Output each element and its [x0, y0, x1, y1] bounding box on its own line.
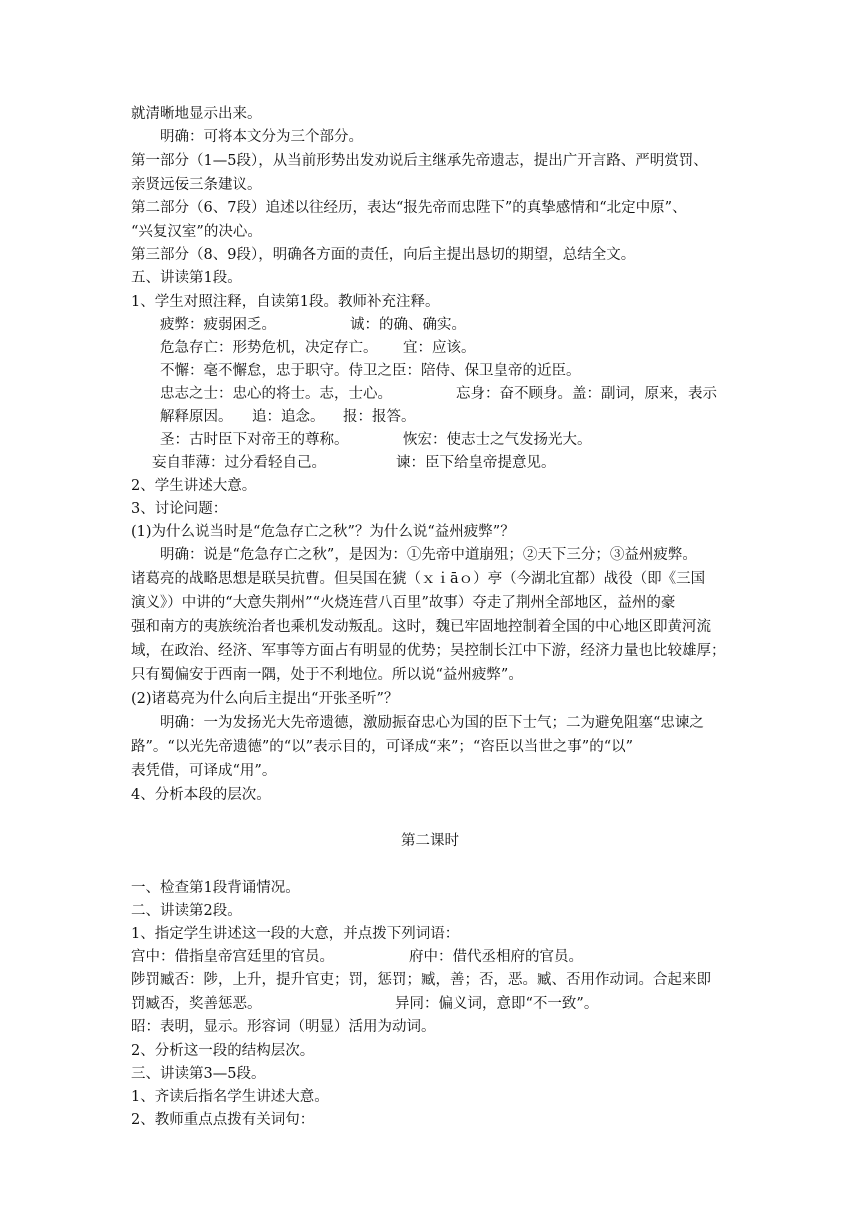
question: (1)为什么说当时是“危急存亡之秋”？为什么说“益州疲弊”？	[131, 524, 515, 540]
annotation: 圣：古时臣下对帝王的尊称。	[160, 432, 349, 448]
text-line: 昭：表明，显示。形容词（明显）活用为动词。	[131, 1019, 436, 1035]
annotation: 诚：的确、确实。	[350, 317, 466, 333]
annotation: 解释原因。	[160, 409, 233, 425]
annotation: 府中：借代丞相府的官员。	[409, 949, 583, 965]
text-line: 强和南方的夷族统治者也乘机发动叛乱。这时，魏已牢固地控制着全国的中心地区即黄河流	[131, 619, 711, 635]
text-line: 路”。“以光先帝遗德”的“以”表示目的，可译成“来”；“咨臣以当世之事”的“以”	[131, 739, 634, 755]
section-heading: 一、检查第1段背诵情况。	[131, 880, 300, 896]
text-line: “兴复汉室”的决心。	[131, 224, 262, 240]
annotation: 疲弊：疲弱困乏。	[160, 317, 276, 333]
annotation: 不懈：毫不懈怠，忠于职守。侍卫之臣：陪侍、保卫皇帝的近臣。	[160, 363, 581, 379]
annotation: 忘身：奋不顾身。盖：副词，原来，表示	[456, 386, 717, 402]
text-line: 诸葛亮的战略思想是联吴抗曹。但吴国在猇（ｘｉāｏ）亭（今湖北宜都）战役（即《三国	[131, 571, 706, 587]
text-line: 第二部分（6、7段）追述以往经历，表达“报先帝而忠陛下”的真挚感情和“北定中原”、	[131, 200, 687, 216]
text-line: 1、齐读后指名学生讲述大意。	[131, 1089, 329, 1105]
text-line: 明确：可将本文分为三个部分。	[160, 129, 363, 145]
text-line: 域，在政治、经济、军事等方面占有明显的优势；吴控制长江中下游，经济力量也比较雄厚；	[131, 643, 726, 659]
annotation: 宜：应该。	[403, 340, 476, 356]
text-line: 只有蜀偏安于西南一隅，处于不利地位。所以说“益州疲弊”。	[131, 667, 523, 683]
annotation: 恢宏：使志士之气发扬光大。	[403, 432, 592, 448]
text-line: 1、指定学生讲述这一段的大意，并点拨下列词语：	[131, 926, 460, 942]
text-line: 2、教师重点点拨有关词句：	[131, 1112, 315, 1128]
lesson-heading: 第二课时	[401, 833, 459, 849]
section-heading: 五、讲读第1段。	[131, 270, 242, 286]
text-line: 3、讨论问题：	[131, 501, 228, 517]
annotation: 危急存亡：形势危机，决定存亡。	[160, 340, 378, 356]
section-heading: 二、讲读第2段。	[131, 903, 242, 919]
question: (2)诸葛亮为什么向后主提出“开张圣听”？	[131, 691, 399, 707]
text-line: 罚臧否，奖善惩恶。	[131, 996, 262, 1012]
text-line: 2、分析这一段的结构层次。	[131, 1043, 315, 1059]
text-line: 明确：说是“危急存亡之秋”，是因为：①先帝中道崩殂；②天下三分；③益州疲弊。	[160, 547, 697, 563]
section-heading: 三、讲读第3—5段。	[131, 1066, 266, 1082]
annotation: 谏：臣下给皇帝提意见。	[396, 455, 556, 471]
annotation: 忠志之士：忠心的将士。志，士心。	[160, 386, 392, 402]
text-line: 就清晰地显示出来。	[131, 106, 262, 122]
text-line: 陟罚臧否：陟，上升，提升官吏；罚，惩罚；臧，善；否，恶。臧、否用作动词。合起来即	[131, 972, 711, 988]
text-line: 表凭借，可译成“用”。	[131, 763, 277, 779]
text-line: 明确：一为发扬光大先帝遗德，激励振奋忠心为国的臣下士气；二为避免阻塞“忠谏之	[160, 715, 704, 731]
text-line: 第三部分（8、9段），明确各方面的责任，向后主提出恳切的期望，总结全文。	[131, 247, 636, 263]
annotation: 宫中：借指皇帝宫廷里的官员。	[131, 949, 334, 965]
text-line: 2、学生讲述大意。	[131, 478, 257, 494]
text-line: 1、学生对照注释，自读第1段。教师补充注释。	[131, 294, 440, 310]
text-line: 4、分析本段的层次。	[131, 787, 271, 803]
annotation: 报：报答。	[343, 409, 416, 425]
annotation: 追：追念。	[252, 409, 325, 425]
text-line: 演义》）中讲的“大意失荆州”“火烧连营八百里”故事）夺走了荆州全部地区，益州的豪	[131, 595, 676, 611]
text-line: 第一部分（1—5段），从当前形势出发劝说后主继承先帝遗志，提出广开言路、严明赏罚、	[131, 153, 708, 169]
text-line: 亲贤远佞三条建议。	[131, 177, 262, 193]
annotation: 妄自菲薄：过分看轻自己。	[152, 455, 326, 471]
annotation: 异同：偏义词，意即“不一致”。	[395, 996, 599, 1012]
